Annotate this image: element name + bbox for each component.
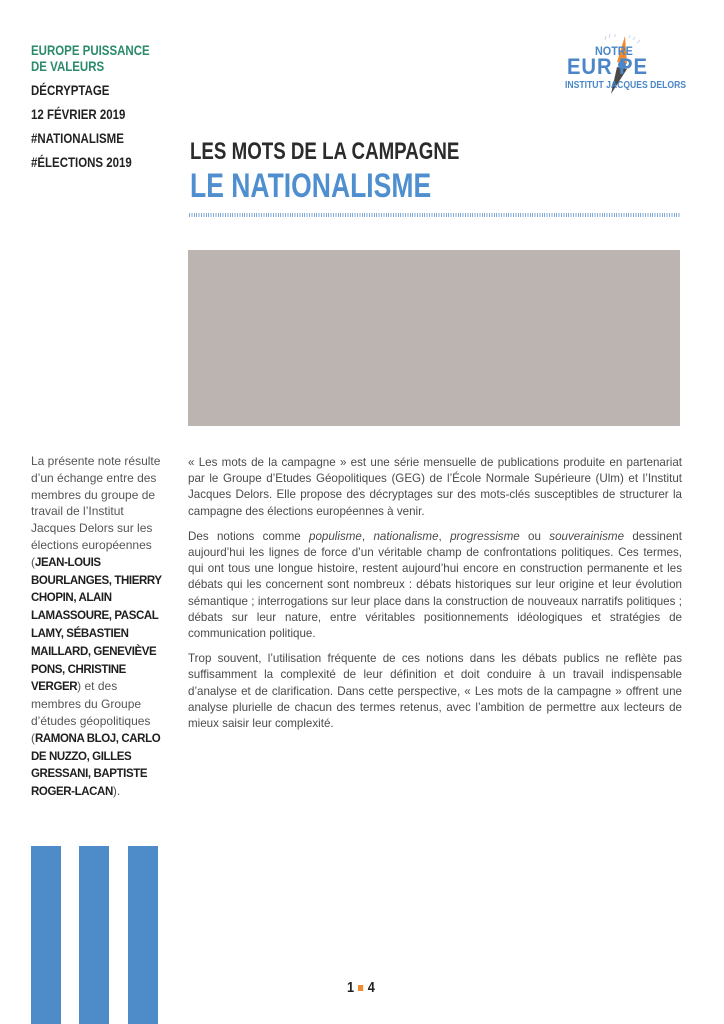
decorative-bar	[31, 846, 61, 1024]
series-name-line1: EUROPE PUISSANCE	[31, 42, 150, 58]
logo-europe: EUR PE	[567, 54, 648, 79]
p2-sep: ,	[438, 529, 451, 543]
document-type: DÉCRYPTAGE	[31, 82, 110, 98]
page-separator-square-icon	[358, 985, 363, 991]
logo-notre: NOTRE	[595, 44, 633, 58]
term-nationalisme: nationalisme	[373, 529, 439, 543]
p2-sep: ,	[361, 529, 374, 543]
sidebar-intro: La présente note résulte d’un échange entre des membres du groupe de travail de l’Institut Jacques Delors sur les élections européennes (	[31, 454, 161, 569]
sidebar-end: ).	[112, 784, 121, 799]
sidebar-note	[31, 453, 166, 801]
title-block	[190, 138, 535, 204]
series-name-line2: DE VALEURS	[31, 58, 105, 74]
page-current: 1	[347, 979, 355, 996]
logo-institut: INSTITUT JACQUES DELORS	[565, 79, 687, 91]
decorative-bar	[128, 846, 158, 1024]
paragraph-1: « Les mots de la campagne » est une série mensuelle de publications produite en partenariat par le Groupe d’Etudes Géopolitiques (GEG) de l’École Normale Supérieure (Ulm) et l’Institut Jacques Delors. Elle propose des décryptages sur des mots-clés susceptibles de structurer la campagne des élections européennes à venir.	[188, 456, 682, 518]
dotted-divider	[189, 213, 680, 217]
document-meta	[31, 42, 181, 170]
paragraph-2	[188, 529, 682, 642]
series-title: LES MOTS DE LA CAMPAGNE	[190, 138, 460, 165]
paragraph-3: Trop souvent, l’utilisation fréquente de ces notions dans les débats publics ne reflète pas suffisamment la complexité de leur définition et doit conduire à un travail indispensable d’analyse et de clarification. Dans cette perspective, « Les mots de la campagne » offrent une analyse plurielle de chacun des termes retenus, avec l’ambition de permettre aux lecteurs de mieux saisir leur complexité.	[188, 652, 682, 731]
sidebar-middle: ) et des membres du Groupe d’études géopolitiques (	[31, 679, 151, 745]
term-populisme: populisme	[309, 529, 362, 543]
page-title: LE NATIONALISME	[190, 167, 432, 205]
page-total: 4	[367, 979, 375, 996]
term-progressisme: progressisme	[450, 529, 520, 543]
body-text	[188, 455, 682, 741]
p2-text: dessinent aujourd’hui les lignes de force d’un véritable champ de confrontations politiques. Ces termes, qui ont tous une longue histoire, restent aujourd’hui encore en construction permanente et les débats qui les concernent sont nombreux : débats historiques sur leur origine et leur évolution sémantique ; interrogations sur leur place dans la construction de nouveaux narratifs politiques ; débats sur leur nature, entre véritables positionnements idéologiques et stratégies de communication politique.	[188, 529, 682, 641]
notre-europe-logo	[565, 34, 690, 94]
decorative-bar	[79, 846, 109, 1024]
p2-sep: ou	[519, 529, 550, 543]
publication-date: 12 FÉVRIER 2019	[31, 106, 126, 122]
sidebar-ijd-members: JEAN-LOUIS BOURLANGES, THIERRY CHOPIN, ALAIN LAMASSOURE, PASCAL LAMY, SÉBASTIEN MAILLARD, GENEVIÈVE PONS, CHRISTINE VERGER	[31, 556, 162, 694]
page-number	[347, 979, 375, 996]
hashtag-nationalisme: #NATIONALISME	[31, 130, 124, 146]
sidebar-geg-members: RAMONA BLOJ, CARLO DE NUZZO, GILLES GRESSANI, BAPTISTE ROGER-LACAN	[31, 732, 161, 799]
hashtag-elections: #ÉLECTIONS 2019	[31, 154, 132, 170]
header-image-placeholder	[188, 250, 680, 426]
p2-text: Des notions comme	[188, 529, 310, 543]
term-souverainisme: souverainisme	[549, 529, 625, 543]
